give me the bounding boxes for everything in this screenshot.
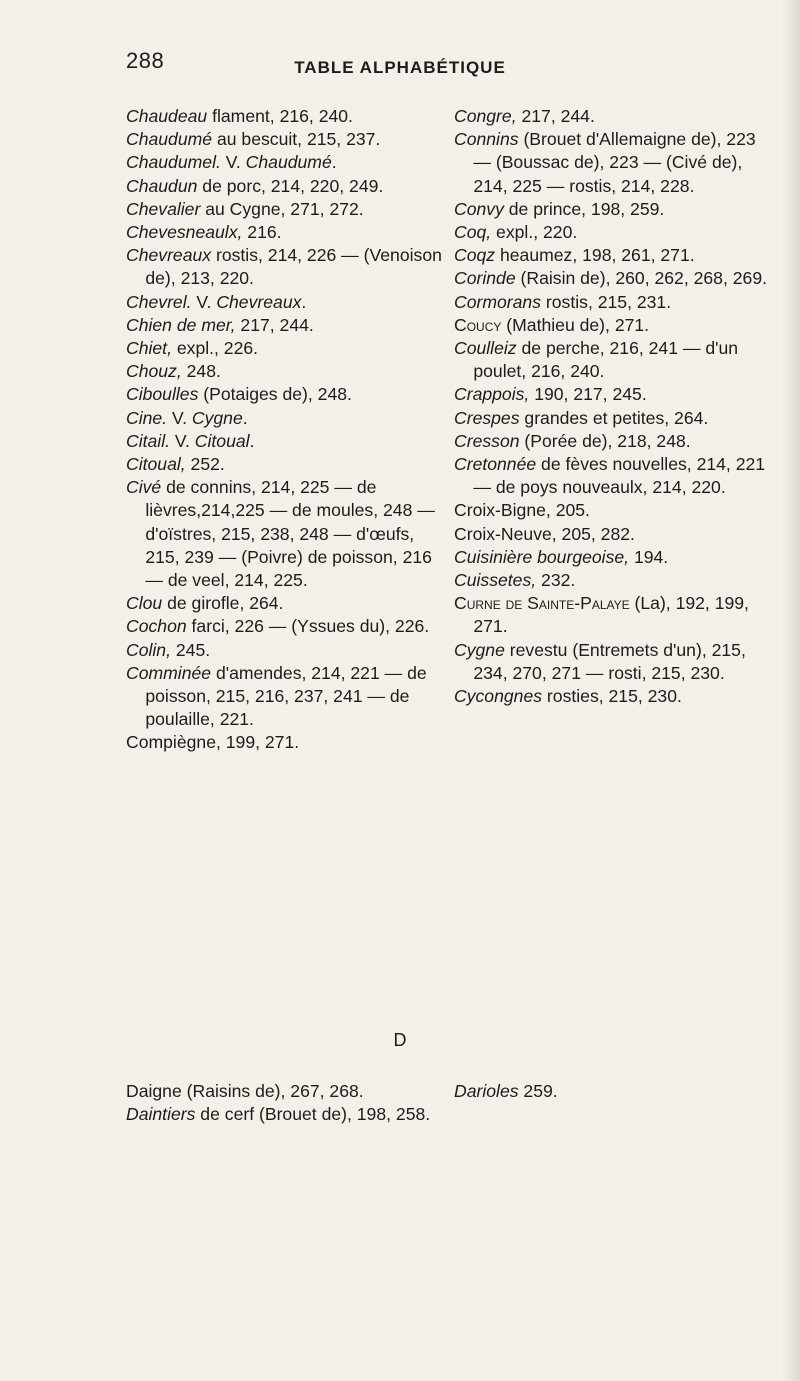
entry-name: Coucy bbox=[454, 314, 502, 335]
entry-text: Croix-Neuve, 205, 282. bbox=[454, 523, 635, 544]
entry-headword: Cuissetes, bbox=[454, 570, 537, 591]
entry-text: (Brouet d'Allemaigne de), 223 — (Boussac de), 223 — (Civé de), 214, 225 — rostis, 214, 228. bbox=[473, 129, 756, 196]
entry-headword: Chaudumel. bbox=[126, 152, 221, 173]
index-entry bbox=[126, 221, 446, 244]
entry-headword: Cycongnes bbox=[454, 686, 543, 707]
entry-headword: Ciboulles bbox=[126, 384, 199, 405]
page-number: 288 bbox=[126, 48, 165, 73]
entry-text: (Mathieu de), 271. bbox=[501, 314, 650, 335]
index-entry bbox=[126, 151, 446, 174]
index-entry bbox=[126, 244, 446, 290]
index-entry bbox=[454, 569, 774, 592]
entry-headword: Crespes bbox=[454, 407, 520, 428]
entry-tail: . bbox=[249, 430, 255, 451]
entry-headword: Chevreaux bbox=[126, 245, 212, 266]
entry-headword: Daintiers bbox=[126, 1104, 196, 1125]
entry-text: de girofle, 264. bbox=[162, 593, 284, 614]
index-entry bbox=[126, 592, 446, 615]
entry-text: de fèves nouvelles, 214, 221 — de poys nouveaulx, 214, 220. bbox=[473, 454, 766, 498]
index-entry bbox=[126, 662, 446, 732]
entry-text: (Porée de), 218, 248. bbox=[519, 430, 691, 451]
entry-headword: Connins bbox=[454, 129, 519, 150]
entry-headword: Coq, bbox=[454, 222, 492, 243]
entry-headword: Citoual, bbox=[126, 454, 186, 475]
entry-text: de prince, 198, 259. bbox=[503, 198, 665, 219]
entry-text: de perche, 216, 241 — d'un poulet, 216, 240. bbox=[473, 338, 739, 382]
entry-text: (Raisin de), 260, 262, 268, 269. bbox=[515, 268, 767, 289]
entry-headword: Cresson bbox=[454, 430, 520, 451]
entry-text: Croix-Bigne, 205. bbox=[454, 500, 590, 521]
entry-text: 217, 244. bbox=[235, 314, 314, 335]
entry-headword: Chaudun bbox=[126, 175, 198, 196]
entry-headword: Chien de mer, bbox=[126, 314, 236, 335]
entry-text: 217, 244. bbox=[516, 106, 595, 126]
index-entry bbox=[454, 407, 774, 430]
index-entry bbox=[454, 1080, 774, 1103]
entry-text: Compiègne, 199, 271. bbox=[126, 732, 300, 753]
entry-text: 190, 217, 245. bbox=[529, 384, 647, 405]
entry-headword: Chaudumé bbox=[126, 129, 213, 150]
entry-headword: Cochon bbox=[126, 616, 187, 637]
page-edge-shadow bbox=[782, 0, 800, 1381]
entry-text: d'amendes, 214, 221 — de poisson, 215, 216, 237, 241 — de poulaille, 221. bbox=[145, 662, 427, 730]
entry-text: rostis, 214, 226 — (Venoison de), 213, 220. bbox=[145, 245, 442, 289]
index-entry bbox=[126, 291, 446, 314]
entry-headword: Citail. bbox=[126, 430, 170, 451]
entry-headword: Chiet, bbox=[126, 338, 172, 359]
entry-text: au bescuit, 215, 237. bbox=[212, 129, 381, 150]
entry-headword: Coulleiz bbox=[454, 338, 517, 359]
entry-cross-reference: Cygne bbox=[191, 407, 243, 428]
entry-headword: Coqz bbox=[454, 245, 496, 266]
index-entry bbox=[454, 314, 774, 337]
index-entry bbox=[454, 198, 774, 221]
entry-headword: Cretonnée bbox=[454, 454, 537, 475]
index-column-left-d bbox=[126, 1080, 446, 1126]
index-entry bbox=[454, 383, 774, 406]
entry-text: (La), 192, 199, 271. bbox=[473, 593, 749, 637]
entry-headword: Cormorans bbox=[454, 291, 542, 312]
index-entry bbox=[454, 523, 774, 546]
entry-headword: Chaudeau bbox=[126, 106, 208, 126]
index-entry bbox=[454, 267, 774, 290]
index-entry bbox=[126, 430, 446, 453]
entry-headword: Chevrel. bbox=[126, 291, 192, 312]
entry-text: V. bbox=[191, 291, 217, 312]
index-entry bbox=[126, 639, 446, 662]
index-entry bbox=[126, 337, 446, 360]
entry-text: expl., 226. bbox=[171, 338, 259, 359]
entry-text: flament, 216, 240. bbox=[207, 106, 353, 126]
index-entry bbox=[126, 1080, 446, 1103]
section-letter: D bbox=[393, 1030, 407, 1050]
entry-headword: Darioles bbox=[454, 1081, 519, 1101]
index-entry bbox=[454, 337, 774, 383]
entry-text: au Cygne, 271, 272. bbox=[200, 198, 364, 219]
entry-text: revestu (Entremets d'un), 215, 234, 270, 271 — rosti, 215, 230. bbox=[473, 639, 746, 683]
entry-cross-reference: Chaudumé bbox=[245, 152, 332, 173]
index-entry bbox=[126, 453, 446, 476]
entry-text: 259. bbox=[518, 1081, 558, 1101]
entry-headword: Clou bbox=[126, 593, 163, 614]
entry-headword: Congre, bbox=[454, 106, 517, 126]
entry-text: 194. bbox=[629, 546, 669, 567]
index-entry bbox=[126, 615, 446, 638]
entry-headword: Chevalier bbox=[126, 198, 201, 219]
entry-headword: Convy bbox=[454, 198, 504, 219]
index-entry bbox=[126, 314, 446, 337]
entry-text: 245. bbox=[170, 639, 211, 660]
index-entry bbox=[126, 1103, 446, 1126]
entry-text: 252. bbox=[185, 454, 225, 475]
entry-headword: Chouz, bbox=[126, 361, 182, 382]
entry-tail: . bbox=[301, 291, 307, 312]
index-entry bbox=[126, 731, 446, 754]
index-entry bbox=[454, 592, 774, 638]
entry-text: (Potaiges de), 248. bbox=[198, 384, 352, 405]
entry-text: V. bbox=[220, 152, 246, 173]
entry-headword: Corinde bbox=[454, 268, 516, 289]
index-entry bbox=[454, 244, 774, 267]
entry-headword: Crappois, bbox=[454, 384, 530, 405]
index-column-right-d bbox=[454, 1080, 774, 1103]
index-column-right bbox=[454, 105, 774, 708]
index-entry bbox=[454, 430, 774, 453]
entry-text: grandes et petites, 264. bbox=[519, 407, 709, 428]
index-entry bbox=[454, 128, 774, 198]
index-entry bbox=[454, 453, 774, 499]
index-entry bbox=[126, 476, 446, 592]
index-entry bbox=[126, 128, 446, 151]
entry-headword: Cine. bbox=[126, 407, 168, 428]
index-entry bbox=[126, 407, 446, 430]
entry-name: Curne de Sainte-Palaye bbox=[454, 593, 630, 614]
entry-cross-reference: Citoual bbox=[194, 430, 250, 451]
entry-tail: . bbox=[331, 152, 337, 173]
entry-headword: Cygne bbox=[454, 639, 505, 660]
entry-text: 232. bbox=[536, 570, 576, 591]
index-entry bbox=[454, 546, 774, 569]
entry-headword: Civé bbox=[126, 477, 162, 498]
index-entry bbox=[454, 105, 774, 128]
entry-headword: Comminée bbox=[126, 662, 212, 683]
entry-headword: Colin, bbox=[126, 639, 171, 660]
index-entry bbox=[126, 175, 446, 198]
index-entry bbox=[454, 639, 774, 685]
entry-text: Daigne (Raisins de), 267, 268. bbox=[126, 1081, 364, 1101]
index-entry bbox=[126, 105, 446, 128]
entry-text: expl., 220. bbox=[491, 222, 578, 243]
index-entry bbox=[454, 499, 774, 522]
entry-text: de porc, 214, 220, 249. bbox=[197, 175, 384, 196]
entry-text: rosties, 215, 230. bbox=[542, 686, 682, 707]
entry-text: 248. bbox=[181, 361, 221, 382]
entry-headword: Chevesneaulx, bbox=[126, 222, 243, 243]
index-entry bbox=[454, 291, 774, 314]
entry-text: rostis, 215, 231. bbox=[541, 291, 672, 312]
index-entry bbox=[126, 383, 446, 406]
index-entry bbox=[126, 360, 446, 383]
entry-cross-reference: Chevreaux bbox=[216, 291, 302, 312]
entry-text: farci, 226 — (Yssues du), 226. bbox=[186, 616, 430, 637]
index-column-left bbox=[126, 105, 446, 755]
entry-headword: Cuisinière bourgeoise, bbox=[454, 546, 630, 567]
entry-text: V. bbox=[170, 430, 195, 451]
index-entry bbox=[454, 221, 774, 244]
entry-tail: . bbox=[242, 407, 248, 428]
index-entry bbox=[454, 685, 774, 708]
entry-text: heaumez, 198, 261, 271. bbox=[495, 245, 695, 266]
entry-text: 216. bbox=[242, 222, 282, 243]
entry-text: de connins, 214, 225 — de lièvres,214,225 — de moules, 248 — d'oïstres, 215, 238, 248 — d'œufs, 215, 239 — (Poivre) de poisson, 216 — de veel, 214, 225. bbox=[145, 477, 435, 591]
running-head: TABLE ALPHABÉTIQUE bbox=[294, 58, 506, 77]
entry-text: de cerf (Brouet de), 198, 258. bbox=[195, 1104, 431, 1125]
entry-text: V. bbox=[167, 407, 192, 428]
index-entry bbox=[126, 198, 446, 221]
